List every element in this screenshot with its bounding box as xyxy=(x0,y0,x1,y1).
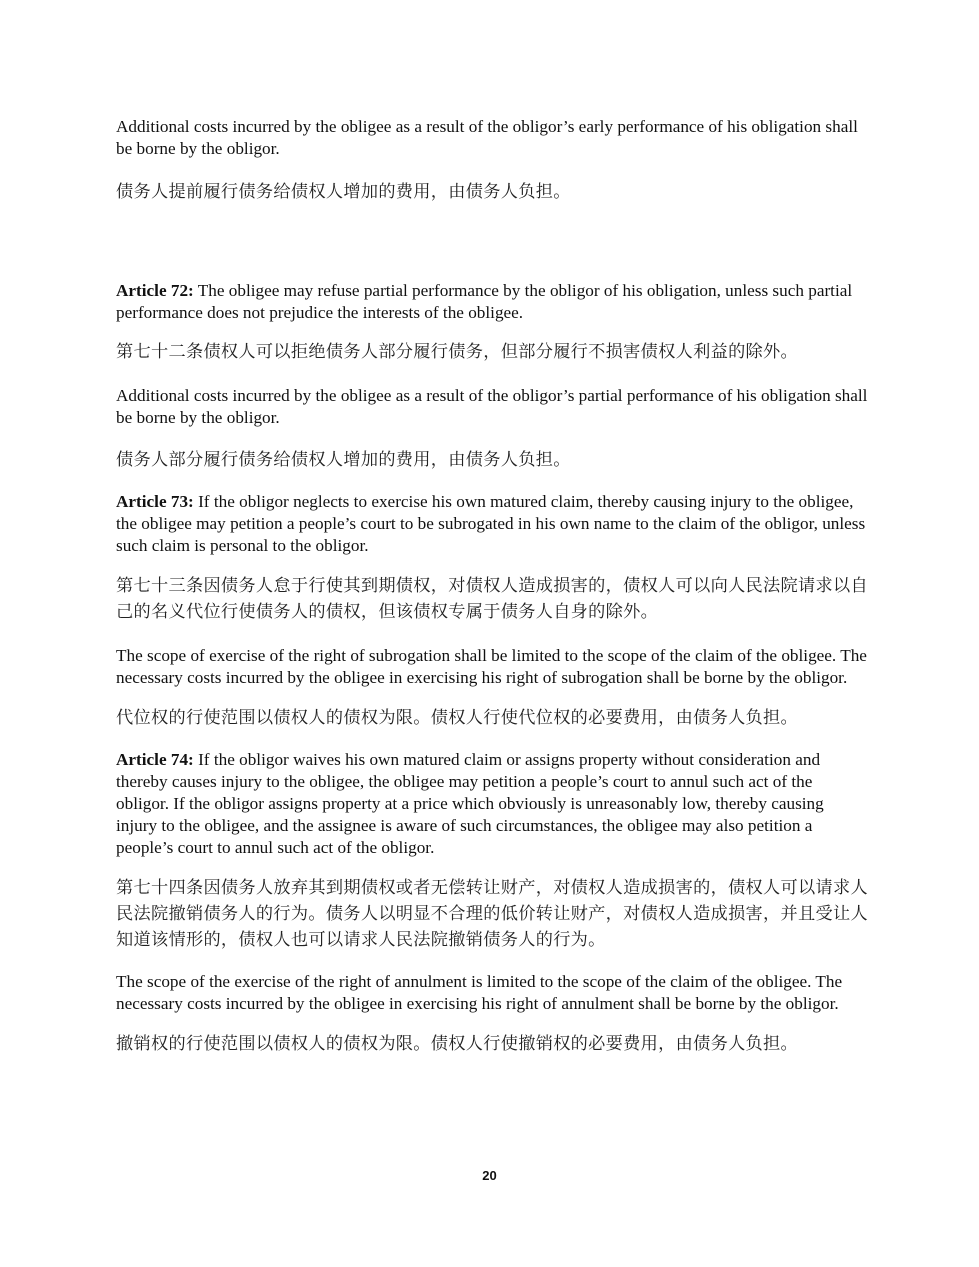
article-74-english xyxy=(116,749,868,859)
article-73-chinese: 第七十三条因债务人怠于行使其到期债权，对债权人造成损害的，债权人可以向人民法院请求以自己的名义代位行使债务人的债权，但该债权专属于债务人自身的除外。 xyxy=(116,576,868,622)
paragraph-english: The scope of exercise of the right of subrogation shall be limited to the scope of the claim of the obligee. The necessary costs incurred by the obligee in exercising his right of subrogation shall be borne by the obligor. xyxy=(116,646,867,687)
article-label: Article 74: xyxy=(116,750,194,769)
page-number: 20 xyxy=(482,1168,497,1183)
article-73-english xyxy=(116,491,868,557)
paragraph-english: Additional costs incurred by the obligee as a result of the obligor’s early performance of his obligation shall be borne by the obligor. xyxy=(116,117,858,158)
paragraph-chinese: 代位权的行使范围以债权人的债权为限。债权人行使代位权的必要费用，由债务人负担。 xyxy=(116,708,799,728)
document-body xyxy=(116,116,868,1057)
paragraph-chinese: 债务人部分履行债务给债权人增加的费用，由债务人负担。 xyxy=(116,450,571,470)
article-72-english xyxy=(116,280,868,324)
article-74-chinese: 第七十四条因债务人放弃其到期债权或者无偿转让财产，对债权人造成损害的，债权人可以请求人民法院撤销债务人的行为。债务人以明显不合理的低价转让财产，对债权人造成损害，并且受让人知道该情形的，债权人也可以请求人民法院撤销债务人的行为。 xyxy=(116,878,868,950)
paragraph-chinese: 债务人提前履行债务给债权人增加的费用，由债务人负担。 xyxy=(116,182,571,202)
paragraph-english: The scope of the exercise of the right of annulment is limited to the scope of the claim of the obligee. The necessary costs incurred by the obligee in exercising his right of annulment shall be borne by the obligor. xyxy=(116,972,843,1013)
article-72-chinese: 第七十二条债权人可以拒绝债务人部分履行债务，但部分履行不损害债权人利益的除外。 xyxy=(116,342,799,362)
paragraph-chinese: 撤销权的行使范围以债权人的债权为限。债权人行使撤销权的必要费用，由债务人负担。 xyxy=(116,1034,799,1054)
article-text: If the obligor neglects to exercise his own matured claim, thereby causing injury to the obligee, the obligee may petition a people’s court to be subrogated in his own name to the claim of the obligor, unless such claim is personal to the obligor. xyxy=(116,492,866,555)
article-text: If the obligor waives his own matured claim or assigns property without consideration and thereby causes injury to the obligee, the obligee may petition a people’s court to annul such act of the obligor. If the obligor assigns property at a price which obviously is unreasonably low, thereby causing injury to the obligee, and the assignee is aware of such circumstances, the obligee may also petition a people’s court to annul such act of the obligor. xyxy=(116,750,824,857)
article-label: Article 72: xyxy=(116,281,194,300)
article-label: Article 73: xyxy=(116,492,194,511)
paragraph-english: Additional costs incurred by the obligee as a result of the obligor’s partial performance of his obligation shall be borne by the obligor. xyxy=(116,386,868,427)
article-text: The obligee may refuse partial performance by the obligor of his obligation, unless such partial performance does not prejudice the interests of the obligee. xyxy=(116,281,853,322)
